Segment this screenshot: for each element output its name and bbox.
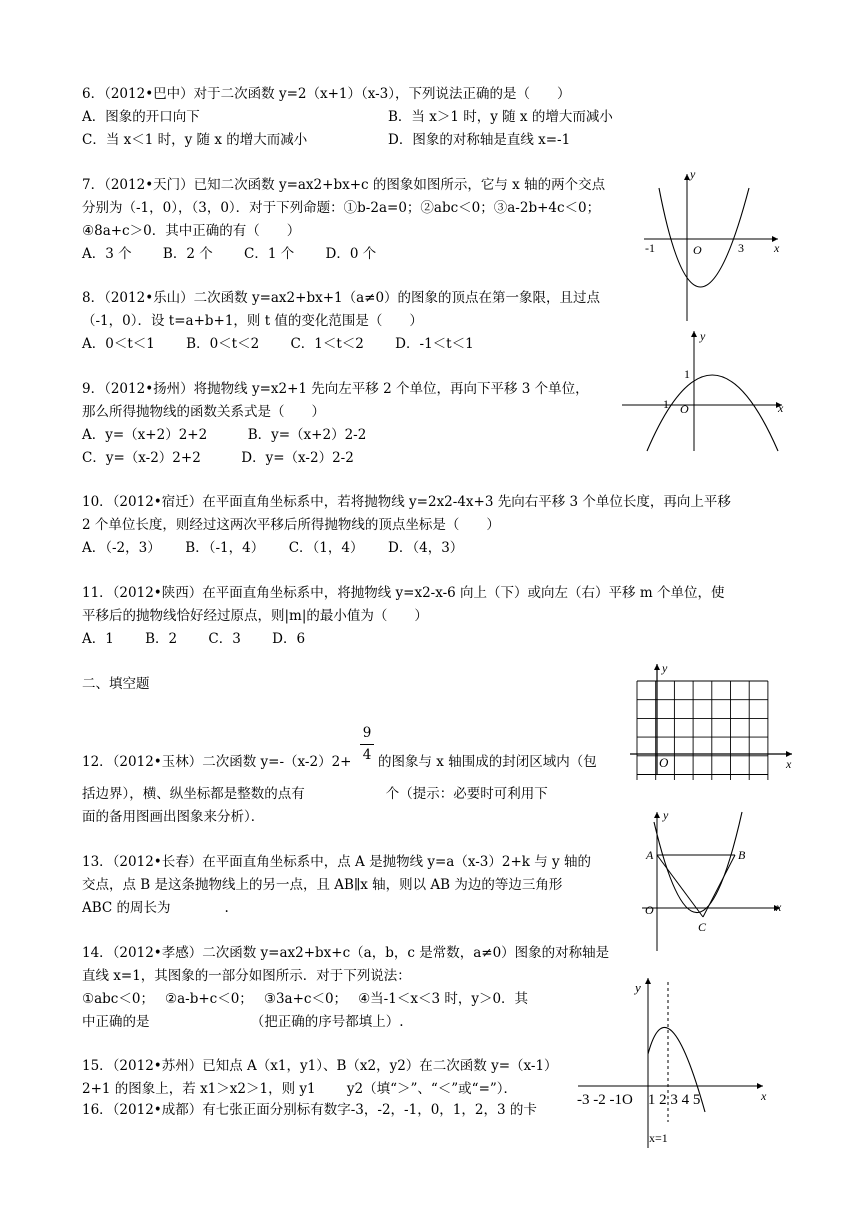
q13-parabola-curve: [654, 812, 742, 913]
q7-parabola-graph: [636, 166, 786, 326]
q14-line-1: 14．（2012•孝感）二次函数 y=ax2+bx+c（a，b，c 是常数，a≠0）图象的对称轴是: [82, 945, 610, 961]
q14-line-3: ①abc＜0； ②a-b+c＜0； ③3a+c＜0； ④当-1＜x＜3 时，y＞0．其: [82, 991, 529, 1007]
q10-options: A．（-2，3） B．（-1，4） C．（1，4） D．（4，3）: [82, 540, 464, 556]
q12-fraction-numerator: 9: [362, 725, 372, 741]
q12-stem-prefix: 12．（2012•玉林）二次函数 y=-（x-2）2+: [82, 754, 352, 770]
q6-option-a: A．图象的开口向下: [82, 109, 200, 125]
q13-line-3: ABC 的周长为 .: [82, 900, 229, 916]
q6-option-d: D．图象的对称轴是直线 x=-1: [388, 132, 571, 148]
q12-grid-graph: [630, 660, 802, 780]
q8-line-1: 8．（2012•乐山）二次函数 y=ax2+bx+1（a≠0）的图象的顶点在第一象限，且过点: [82, 290, 601, 306]
q13-origin-label: O: [645, 903, 654, 917]
q8-parabola-graph: [620, 326, 790, 456]
q14-x-label: x: [761, 1089, 767, 1103]
q14-line-4: 中正确的是 （把正确的序号都填上）.: [82, 1014, 404, 1030]
q15-line-2: 2+1 的图象上，若 x1＞x2＞1，则 y1 y2（填“＞”、“＜”或“=”）．: [82, 1081, 518, 1097]
q11-line-1: 11．（2012•陕西）在平面直角坐标系中，将抛物线 y=x2-x-6 向上（下）或向左（右）平移 m 个单位，使: [82, 585, 725, 601]
q14-axis-label: x=1: [649, 1131, 668, 1145]
q6-stem: 6．（2012•巴中）对于二次函数 y=2（x+1）（x-3），下列说法正确的是（ ）: [82, 86, 571, 102]
q7-line-2: 分别为（-1，0），（3，0）．对于下列命题：①b-2a=0；②abc＜0；③a-2b+4c＜0；: [82, 200, 601, 216]
q7-parabola-curve: [659, 188, 749, 287]
q6-option-b: B．当 x＞1 时，y 随 x 的增大而减小: [388, 109, 613, 125]
q10-line-1: 10．（2012•宿迁）在平面直角坐标系中，若将抛物线 y=2x2-4x+3 先向右平移 3 个单位长度，再向上平移: [82, 494, 731, 510]
q7-root-right-label: 3: [738, 241, 744, 255]
q12-fraction-bar: [360, 744, 374, 745]
q14-tick-labels: -3 -2 -1O 1 2 3 4 5: [577, 1092, 701, 1108]
q8-x-label: x: [778, 401, 784, 415]
q7-x-label: x: [774, 241, 780, 255]
q12-fraction-denominator: 4: [362, 747, 372, 763]
q7-origin-label: O: [693, 243, 702, 257]
q7-line-3: ④8a+c＞0．其中正确的有（ ）: [82, 223, 301, 239]
q9-options-ab: A．y=（x+2）2+2 B．y=（x+2）2-2: [82, 427, 367, 443]
q13-line-1: 13．（2012•长春）在平面直角坐标系中，点 A 是抛物线 y=a（x-3）2+k 与 y 轴的: [82, 854, 591, 870]
q15-line-1: 15．（2012•苏州）已知点 A（x1，y1）、B（x2，y2）在二次函数 y=（x-1）: [82, 1058, 558, 1074]
q12-y-label: y: [662, 661, 668, 675]
q16-line-1: 16．（2012•成都）有七张正面分别标有数字-3，-2，-1，0，1，2，3 的卡: [82, 1102, 537, 1118]
q13-x-label: x: [776, 900, 782, 914]
q12-line-3: 面的备用图画出图象来分析）．: [82, 809, 265, 825]
q7-options: A．3 个 B．2 个 C．1 个 D．0 个: [82, 246, 377, 262]
q13-line-2: 交点，点 B 是这条抛物线上的另一点，且 AB∥x 轴，则以 AB 为边的等边三角形: [82, 877, 563, 893]
q13-point-a-label: A: [646, 848, 654, 862]
q14-line-2: 直线 x=1，其图象的一部分如图所示．对于下列说法：: [82, 968, 411, 984]
q12-origin-label: O: [659, 755, 669, 770]
q7-root-left-label: -1: [645, 241, 655, 255]
q13-y-label: y: [663, 808, 669, 822]
q8-y-label: y: [700, 329, 706, 343]
q13-triangle-graph: [640, 808, 788, 954]
q8-options: A．0＜t＜1 B．0＜t＜2 C．1＜t＜2 D．-1＜t＜1: [82, 336, 474, 352]
q14-y-label: y: [635, 980, 641, 995]
q8-origin-label: O: [680, 402, 689, 416]
q13-point-b-label: B: [738, 848, 746, 862]
q6-option-c: C．当 x＜1 时，y 随 x 的增大而减小: [82, 132, 308, 148]
q10-line-2: 2 个单位长度，则经过这两次平移后所得抛物线的顶点坐标是（ ）: [82, 517, 500, 533]
q11-line-2: 平移后的抛物线恰好经过原点，则|m|的最小值为（ ）: [82, 608, 428, 624]
q11-options: A．1 B．2 C．3 D．6: [82, 631, 306, 647]
q9-options-cd: C．y=（x-2）2+2 D．y=（x-2）2-2: [82, 450, 354, 466]
q12-stem-suffix: 的图象与 x 轴围成的封闭区域内（包: [378, 754, 597, 770]
q8-y-intercept-label: 1: [684, 367, 690, 381]
q7-y-label: y: [690, 167, 696, 181]
section-heading: 二、填空题: [82, 676, 150, 692]
q7-line-1: 7．（2012•天门）已知二次函数 y=ax2+bx+c 的图象如图所示，它与 x 轴的两个交点: [82, 177, 606, 193]
q13-point-c-label: C: [698, 920, 707, 934]
q9-line-2: 那么所得抛物线的函数关系式是（ ）: [82, 404, 325, 420]
q8-parabola-curve: [647, 375, 778, 451]
q9-line-1: 9．（2012•扬州）将抛物线 y=x2+1 先向左平移 2 个单位，再向下平移 3 个单位，: [82, 381, 589, 397]
q8-root-label: -1: [659, 397, 669, 411]
q12-x-label: x: [786, 757, 792, 771]
q12-line-2: 括边界），横、纵坐标都是整数的点有 个（提示：必要时可利用下: [82, 786, 548, 802]
q8-line-2: （-1，0）．设 t=a+b+1，则 t 值的变化范围是（ ）: [82, 313, 423, 329]
q14-parabola-graph: [575, 972, 775, 1154]
